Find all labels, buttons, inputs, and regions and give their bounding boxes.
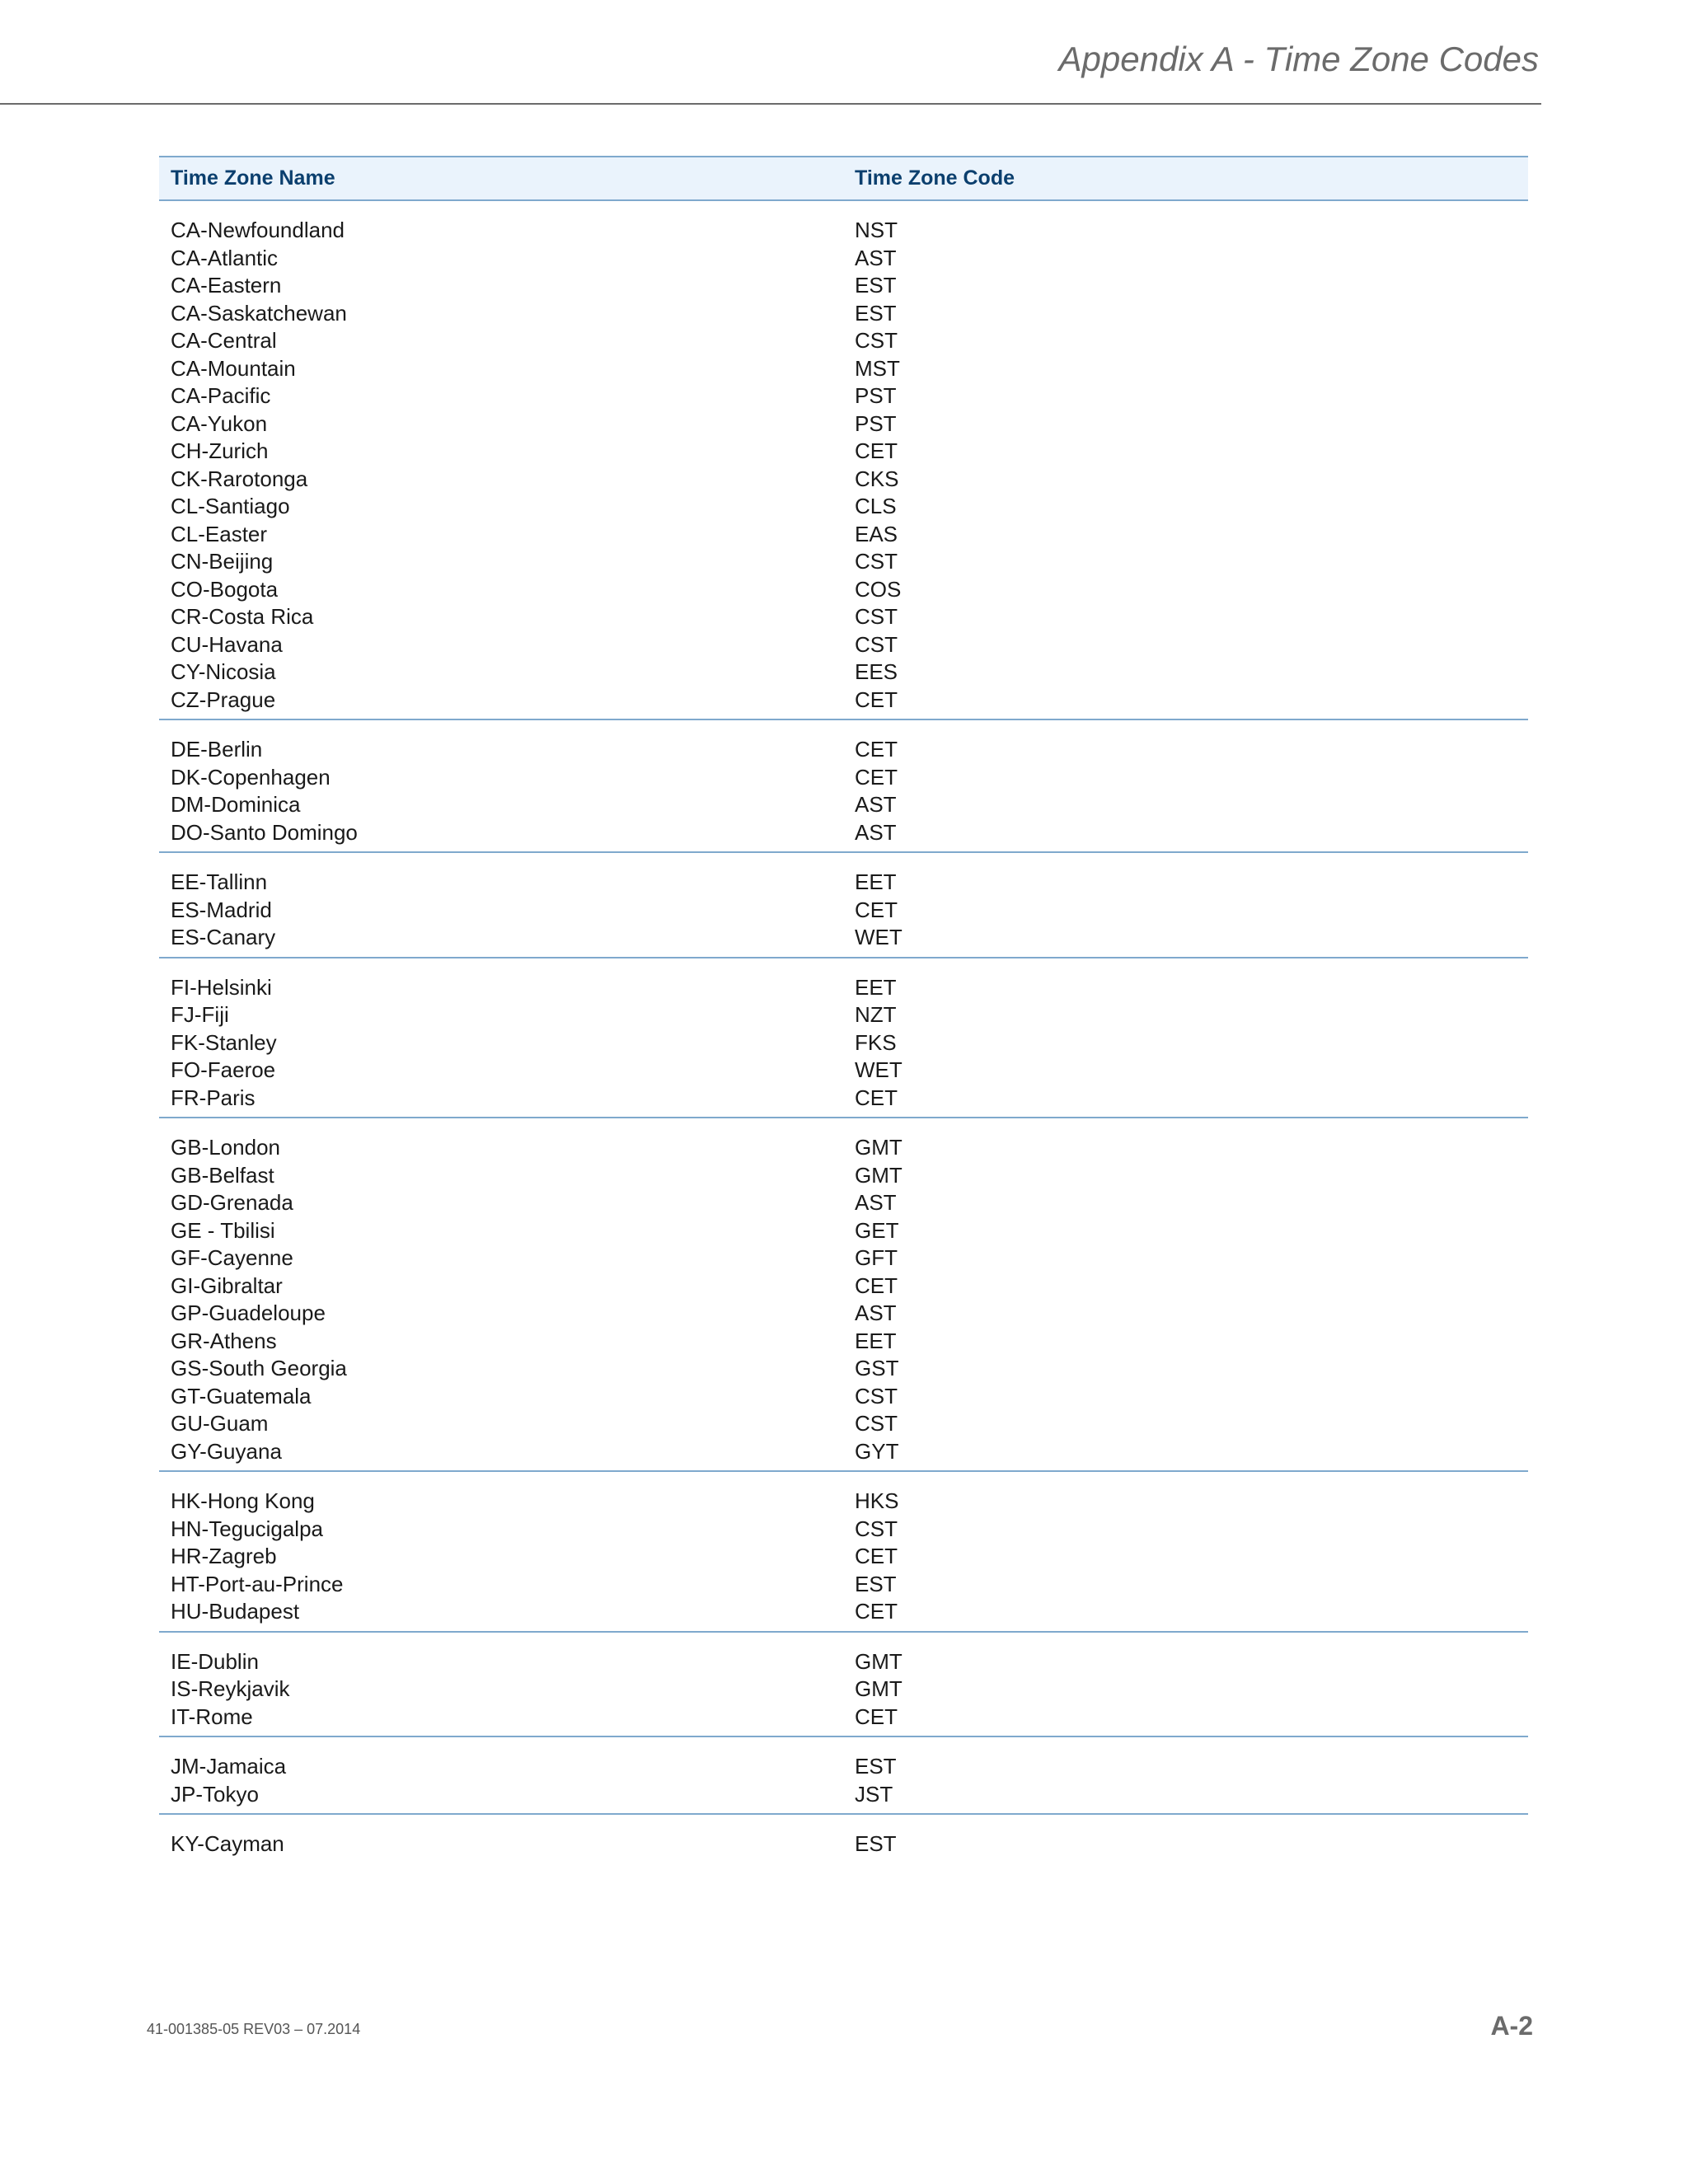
time-zone-code-cell: AST [855,819,897,845]
table-row [159,1632,1528,1676]
table-row [159,355,1528,383]
table-row [159,764,1528,792]
table-row [159,300,1528,328]
time-zone-name-cell: CR-Costa Rica [171,604,314,629]
time-zone-code-cell: FKS [855,1029,897,1055]
table-row [159,327,1528,355]
time-zone-code-cell: HKS [855,1488,899,1513]
time-zone-name-cell: CA-Newfoundland [171,218,345,242]
time-zone-name-cell: ES-Canary [171,925,276,949]
time-zone-name-cell: CL-Santiago [171,494,290,518]
time-zone-code-cell: EAS [855,521,898,546]
table-row [159,924,1528,958]
table-row [159,897,1528,925]
time-zone-name-cell: DK-Copenhagen [171,764,331,790]
table-row [159,1029,1528,1057]
table-row [159,1118,1528,1162]
table-row [159,1814,1528,1863]
time-zone-name-cell: DM-Dominica [171,792,301,817]
time-zone-code-cell: CST [855,604,898,629]
time-zone-name-cell: HR-Zagreb [171,1544,277,1568]
table-row [159,245,1528,273]
time-zone-name-cell: EE-Tallinn [171,869,268,894]
table-row [159,687,1528,720]
table-header-row [159,157,1528,200]
time-zone-name-cell: CA-Pacific [171,383,271,408]
table-row-group [159,1471,1528,1632]
time-zone-code-cell: AST [855,1301,897,1325]
time-zone-code-cell: EST [855,300,897,326]
table-row-group [159,958,1528,1118]
table-row [159,1217,1528,1245]
table-header [159,157,1528,200]
time-zone-name-cell: GY-Guyana [171,1438,282,1464]
time-zone-table [159,156,1528,1863]
time-zone-name-cell: GS-South Georgia [171,1356,347,1380]
time-zone-name-cell: GP-Guadeloupe [171,1301,326,1325]
table-row [159,466,1528,494]
page-number: A-2 [1490,2011,1533,2041]
time-zone-code-cell: CST [855,1383,898,1408]
table-row-group [159,1118,1528,1471]
table-row [159,1571,1528,1599]
column-header-time-zone-code: Time Zone Code [843,157,1528,200]
table-row-group [159,1632,1528,1737]
time-zone-code-cell: WET [855,925,903,949]
table-row [159,958,1528,1002]
document-id: 41-001385-05 REV03 – 07.2014 [147,2021,361,2037]
time-zone-code-cell: CET [855,1085,898,1110]
time-zone-code-cell: CET [855,1704,898,1729]
table-row [159,819,1528,853]
time-zone-name-cell: CH-Zurich [171,438,269,463]
time-zone-name-cell: KY-Cayman [171,1831,284,1856]
table-row [159,1244,1528,1272]
time-zone-code-cell: PST [855,383,897,408]
time-zone-code-cell: EST [855,273,897,298]
time-zone-code-cell: MST [855,355,900,381]
time-zone-name-cell: CN-Beijing [171,549,274,574]
time-zone-name-cell: GR-Athens [171,1328,277,1353]
table-row [159,200,1528,245]
time-zone-code-cell: EST [855,1754,897,1779]
column-header-time-zone-name: Time Zone Name [159,157,843,200]
table-row [159,410,1528,438]
table-row [159,1162,1528,1190]
table-row [159,1057,1528,1085]
time-zone-code-cell: GMT [855,1648,903,1674]
table-row-group [159,1736,1528,1814]
time-zone-code-cell: PST [855,410,897,436]
time-zone-name-cell: CK-Rarotonga [171,466,308,491]
table-row [159,1471,1528,1516]
time-zone-name-cell: HK-Hong Kong [171,1488,315,1513]
table-row [159,1383,1528,1411]
table-row [159,576,1528,604]
time-zone-code-cell: CLS [855,494,897,518]
time-zone-name-cell: FR-Paris [171,1085,256,1110]
table-row [159,548,1528,576]
table-row [159,1001,1528,1029]
time-zone-name-cell: GE - Tbilisi [171,1217,275,1243]
time-zone-code-cell: CST [855,631,898,657]
table-row [159,1543,1528,1571]
table-row [159,272,1528,300]
time-zone-code-cell: EET [855,1328,897,1353]
table-row [159,1736,1528,1781]
time-zone-code-cell: EST [855,1831,897,1856]
table-row [159,1675,1528,1704]
time-zone-name-cell: DO-Santo Domingo [171,819,358,845]
page-title: Appendix A - Time Zone Codes [1058,40,1539,78]
table-row [159,493,1528,521]
table-row [159,658,1528,687]
time-zone-name-cell: FJ-Fiji [171,1002,229,1027]
time-zone-name-cell: CA-Mountain [171,355,296,381]
table-row [159,1300,1528,1328]
time-zone-name-cell: GD-Grenada [171,1190,293,1215]
time-zone-code-cell: CET [855,737,898,762]
time-zone-code-cell: AST [855,792,897,817]
time-zone-name-cell: GB-Belfast [171,1162,274,1188]
time-zone-name-cell: GB-London [171,1135,280,1160]
time-zone-name-cell: FO-Faeroe [171,1057,276,1082]
time-zone-name-cell: GF-Cayenne [171,1245,293,1270]
table-row [159,1085,1528,1118]
table-row [159,791,1528,819]
table-row-group [159,852,1528,958]
time-zone-name-cell: IE-Dublin [171,1648,259,1674]
table-row-group [159,1814,1528,1863]
time-zone-code-cell: CST [855,328,898,353]
time-zone-name-cell: CZ-Prague [171,687,276,712]
table-row [159,1516,1528,1544]
table-row [159,521,1528,549]
time-zone-code-cell: NZT [855,1002,897,1027]
time-zone-name-cell: CA-Yukon [171,410,268,436]
time-zone-code-cell: CET [855,687,898,712]
time-zone-name-cell: GT-Guatemala [171,1383,312,1408]
time-zone-name-cell: HU-Budapest [171,1599,300,1624]
time-zone-code-cell: JST [855,1781,893,1807]
time-zone-name-cell: ES-Madrid [171,897,272,922]
table-row [159,1355,1528,1383]
table-row [159,852,1528,897]
time-zone-code-cell: EST [855,1571,897,1596]
time-zone-name-cell: CL-Easter [171,521,268,546]
page-header [0,0,1541,105]
time-zone-code-cell: CST [855,549,898,574]
time-zone-code-cell: CET [855,897,898,922]
table-row [159,603,1528,631]
table-row [159,1704,1528,1737]
time-zone-name-cell: CA-Saskatchewan [171,300,347,326]
time-zone-name-cell: JM-Jamaica [171,1754,287,1779]
time-zone-code-cell: CET [855,1544,898,1568]
table-row [159,1189,1528,1217]
table-row [159,719,1528,764]
time-zone-code-cell: NST [855,218,898,242]
time-zone-code-cell: AST [855,1190,897,1215]
time-zone-code-cell: EET [855,974,897,1000]
time-zone-name-cell: HT-Port-au-Prince [171,1571,344,1596]
time-zone-name-cell: JP-Tokyo [171,1781,259,1807]
table-row [159,1438,1528,1472]
time-zone-name-cell: CU-Havana [171,631,283,657]
time-zone-code-cell: GYT [855,1438,899,1464]
table-row-group [159,200,1528,719]
table-row-group [159,719,1528,852]
table-row [159,1781,1528,1815]
table-row [159,1410,1528,1438]
time-zone-code-cell: GMT [855,1135,903,1160]
time-zone-code-cell: COS [855,576,902,602]
time-zone-code-cell: GST [855,1356,899,1380]
time-zone-code-cell: WET [855,1057,903,1082]
time-zone-name-cell: GI-Gibraltar [171,1272,283,1298]
time-zone-name-cell: CY-Nicosia [171,659,276,684]
time-zone-name-cell: IS-Reykjavik [171,1676,290,1701]
time-zone-code-cell: AST [855,245,897,270]
time-zone-code-cell: CST [855,1411,898,1436]
time-zone-code-cell: CKS [855,466,899,491]
time-zone-code-cell: CST [855,1516,898,1541]
time-zone-code-cell: CET [855,438,898,463]
time-zone-name-cell: GU-Guam [171,1411,269,1436]
time-zone-name-cell: CA-Eastern [171,273,282,298]
time-zone-code-cell: EET [855,869,897,894]
table-row [159,382,1528,410]
time-zone-code-cell: CET [855,1599,898,1624]
time-zone-code-cell: GMT [855,1676,903,1701]
table-row [159,1272,1528,1301]
time-zone-code-cell: GFT [855,1245,898,1270]
time-zone-code-cell: CET [855,764,898,790]
time-zone-code-cell: CET [855,1272,898,1298]
time-zone-name-cell: HN-Tegucigalpa [171,1516,323,1541]
time-zone-name-cell: CA-Atlantic [171,245,279,270]
table-row [159,1598,1528,1632]
time-zone-code-cell: GMT [855,1162,903,1188]
time-zone-name-cell: IT-Rome [171,1704,253,1729]
time-zone-name-cell: CA-Central [171,328,277,353]
table-row [159,1328,1528,1356]
time-zone-name-cell: DE-Berlin [171,737,263,762]
time-zone-name-cell: FI-Helsinki [171,974,272,1000]
time-zone-code-cell: EES [855,659,898,684]
time-zone-name-cell: CO-Bogota [171,576,279,602]
table-row [159,631,1528,659]
table-row [159,438,1528,466]
time-zone-code-cell: GET [855,1217,899,1243]
time-zone-name-cell: FK-Stanley [171,1029,277,1055]
